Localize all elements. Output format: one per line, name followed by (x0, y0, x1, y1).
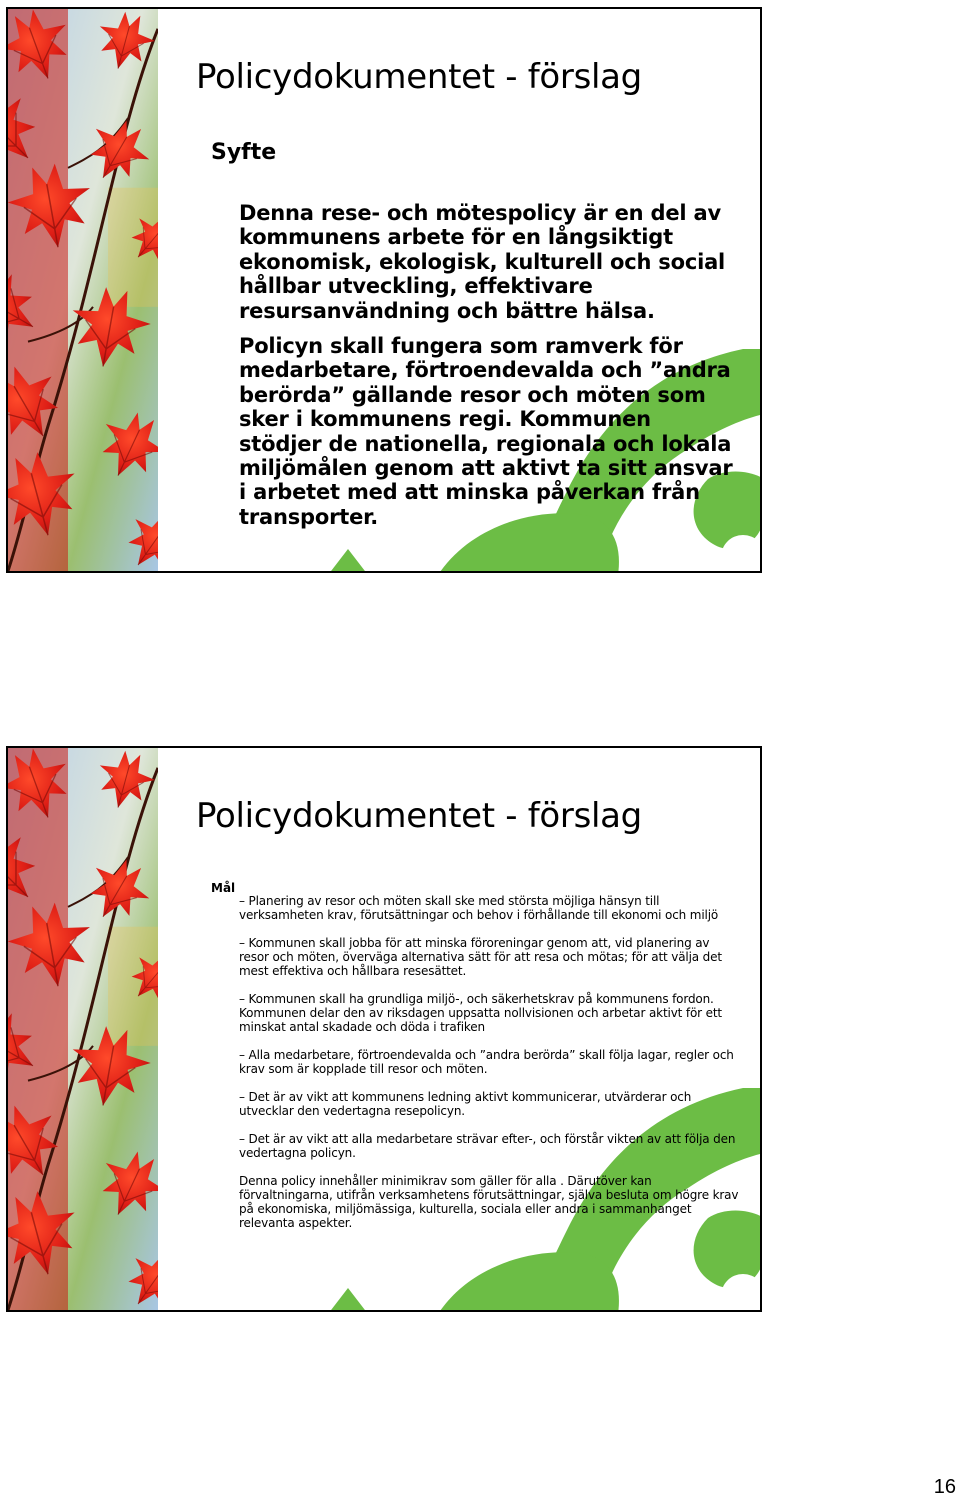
page-number: 16 (933, 1476, 956, 1498)
goal-item: – Planering av resor och möten skall ske med största möjliga hänsyn till verksamheten krav, förutsättningar och behov i förhållande till ekonomi och miljö (239, 894, 719, 923)
slide-body (239, 201, 739, 540)
closing-paragraph: Denna policy innehåller minimikrav som gäller för alla . Därutöver kan förvaltningarna, utifrån verksamhetens förutsättningar, själva besluta om högre krav på ekonomiska, miljömässiga, kulturella, sociala eller andra i sammanhanget relevanta aspekter. (239, 1173, 739, 1231)
slide-title: Policydokumentet - förslag (196, 57, 642, 97)
slide-title: Policydokumentet - förslag (196, 796, 642, 836)
goal-item: – Det är av vikt att alla medarbetare strävar efter-, och förstår vikten av att följa den vedertagna policyn. (239, 1131, 736, 1161)
slide-body (239, 894, 739, 1244)
slide-1 (6, 7, 762, 573)
slide-subtitle: Mål (211, 881, 236, 895)
body-paragraph: Policyn skall fungera som ramverk för medarbetare, förtroendevalda och ”andra berörda” gällande resor och möten som sker i kommunens regi. Kommunen stödjer de nationella, regionala och lokala miljömålen genom att aktivt ta sitt ansvar i arbetet med att minska påverkan från transporter. (239, 334, 733, 529)
goal-item: – Kommunen skall ha grundliga miljö-, och säkerhetskrav på kommunens fordon. Kommunen delar den av riksdagen uppsatta nollvisionen och arbetar aktivt för ett minskat antal skadade och döda i trafiken (239, 992, 722, 1035)
slide-2 (6, 746, 762, 1312)
body-paragraph: Denna rese- och mötespolicy är en del av kommunens arbete för en långsiktigt ekonomisk, ekologisk, kulturell och social hållbar utveckling, effektivare resursanvändning och bättre hälsa. (239, 201, 726, 323)
goal-item: – Det är av vikt att kommunens ledning aktivt kommunicerar, utvärderar och utvecklar den vedertagna resepolicyn. (239, 1090, 692, 1119)
goal-item: – Kommunen skall jobba för att minska föroreningar genom att, vid planering av resor och möten, överväga alternativa sätt för att resa och mötas; för att välja det mest effektiva och hållbara resesättet. (239, 935, 722, 979)
slide-subtitle: Syfte (211, 140, 277, 165)
goal-item: – Alla medarbetare, förtroendevalda och ”andra berörda” skall följa lagar, regler och krav som är kopplade till resor och möten. (239, 1048, 734, 1077)
